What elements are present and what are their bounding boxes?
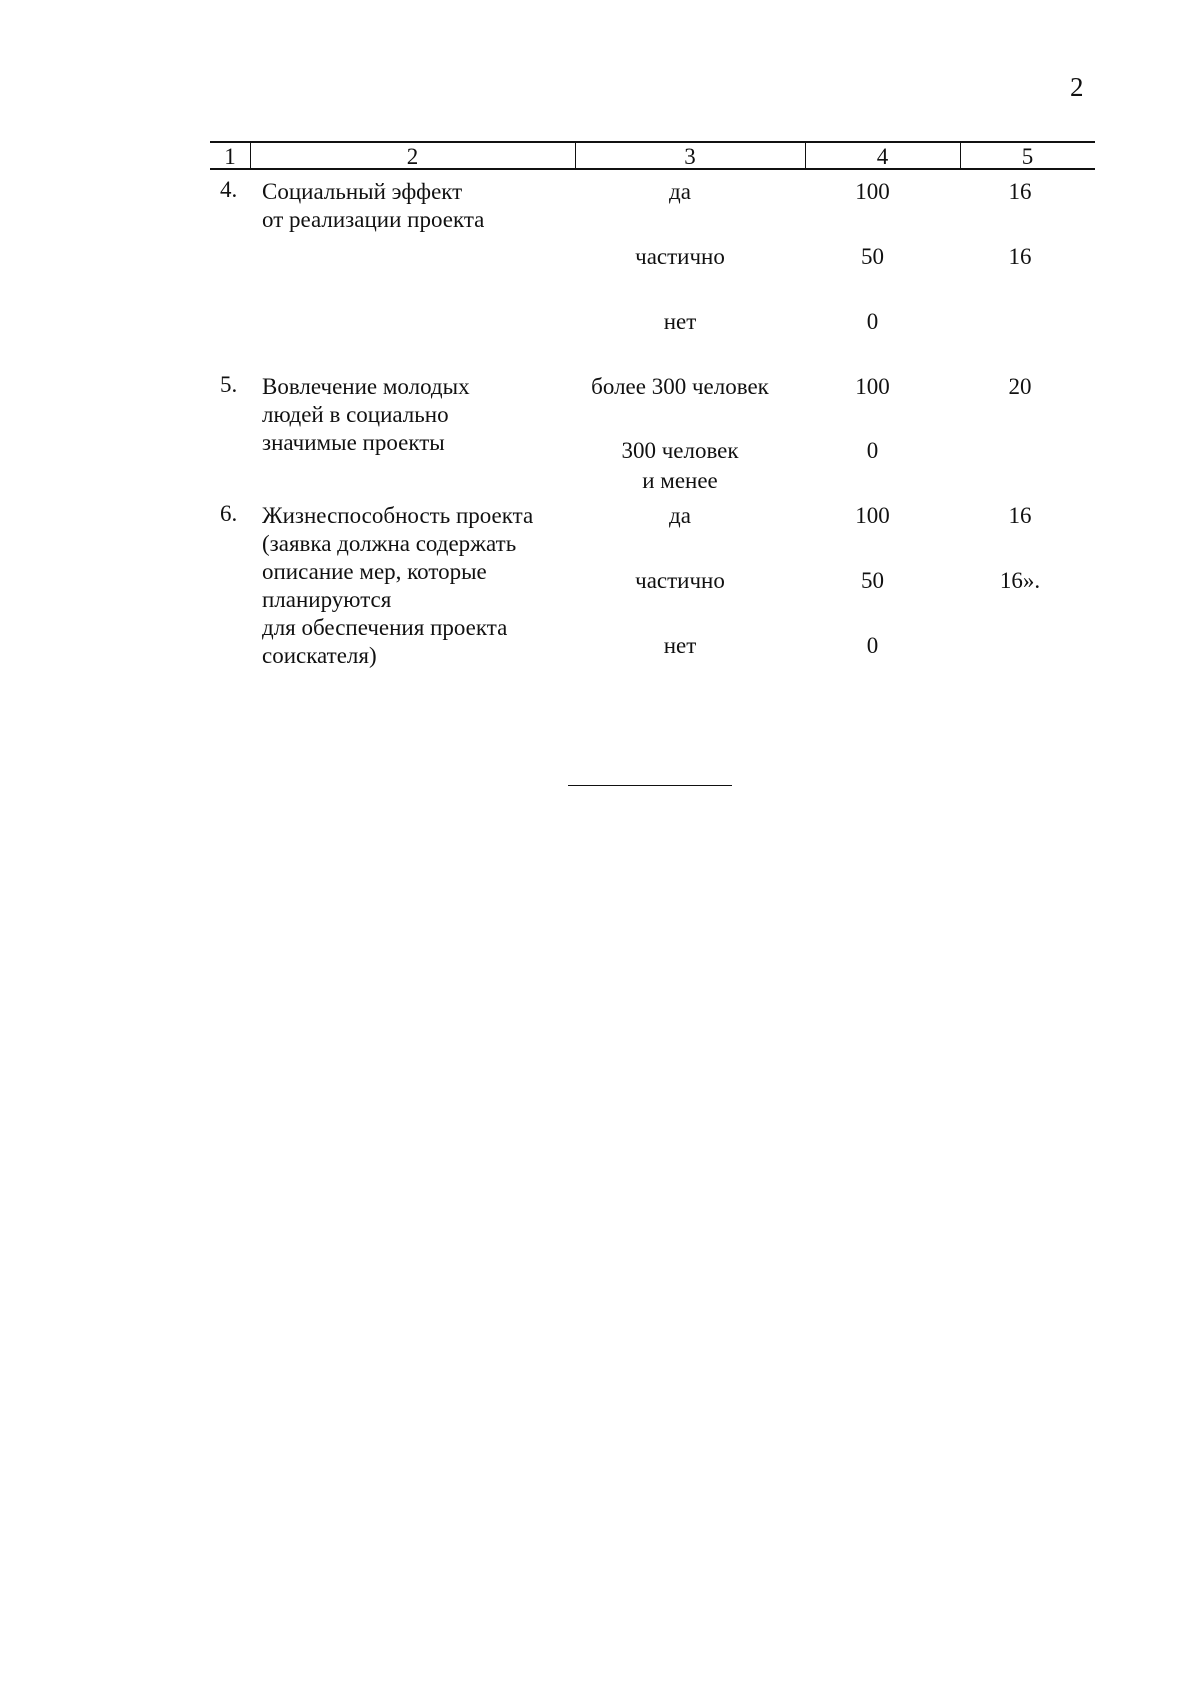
header-col-4: 4: [876, 144, 889, 169]
row-6-criterion-no: нет: [663, 633, 697, 658]
row-6-points-no: 0: [866, 633, 879, 658]
row-6-points-yes: 100: [855, 503, 890, 528]
row-6-points-partial: 50: [861, 568, 884, 593]
row-4-desc-line: Социальный эффект: [262, 179, 463, 204]
row-6-desc-line: описание мер, которые: [262, 559, 487, 584]
row-4-number: 4.: [220, 177, 238, 202]
row-4-points-partial: 50: [861, 244, 884, 269]
row-6-weight-partial: 16».: [999, 568, 1041, 593]
row-6-desc-line: планируются: [262, 587, 392, 612]
header-col-1: 1: [224, 144, 236, 169]
row-4-desc-line: от реализации проекта: [262, 207, 485, 232]
row-5-criterion-300-or-less: и менее: [642, 468, 718, 493]
row-6-desc-line: для обеспечения проекта: [262, 615, 508, 640]
header-col-5: 5: [1021, 144, 1034, 169]
closing-divider: [568, 785, 732, 786]
row-5-weight-over-300: 20: [1008, 374, 1032, 399]
row-6-desc-line: (заявка должна содержать: [262, 531, 517, 556]
header-col-3: 3: [684, 144, 696, 169]
row-5-desc-line: людей в социально: [262, 402, 449, 427]
row-6-criterion-yes: да: [669, 503, 691, 528]
header-col-2: 2: [406, 144, 419, 169]
row-6-criterion-partial: частично: [635, 568, 725, 593]
row-4-criterion-partial: частично: [635, 244, 725, 269]
row-5-number: 5.: [220, 372, 238, 397]
row-6-number: 6.: [220, 501, 238, 526]
row-4-criterion-no: нет: [663, 309, 697, 334]
row-5-points-300-or-less: 0: [866, 438, 879, 463]
row-5-criterion-300-or-less: 300 человек: [621, 438, 739, 463]
row-4-criterion-yes: да: [669, 179, 691, 204]
table-header-row: [210, 141, 1095, 170]
row-5-criterion-over-300: более 300 человек: [591, 374, 769, 399]
row-4-points-no: 0: [866, 309, 879, 334]
row-5-desc-line: Вовлечение молодых: [262, 374, 470, 399]
row-6-weight-yes: 16: [1008, 503, 1032, 528]
row-4-weight-partial: 16: [1008, 244, 1032, 269]
row-6-desc-line: Жизнеспособность проекта: [262, 503, 534, 528]
row-5-desc-line: значимые проекты: [262, 430, 445, 455]
row-6-desc-line: соискателя): [262, 643, 377, 668]
row-4-points-yes: 100: [855, 179, 890, 204]
page-number: 2: [1070, 72, 1084, 102]
row-5-points-over-300: 100: [855, 374, 890, 399]
row-4-weight-yes: 16: [1008, 179, 1032, 204]
